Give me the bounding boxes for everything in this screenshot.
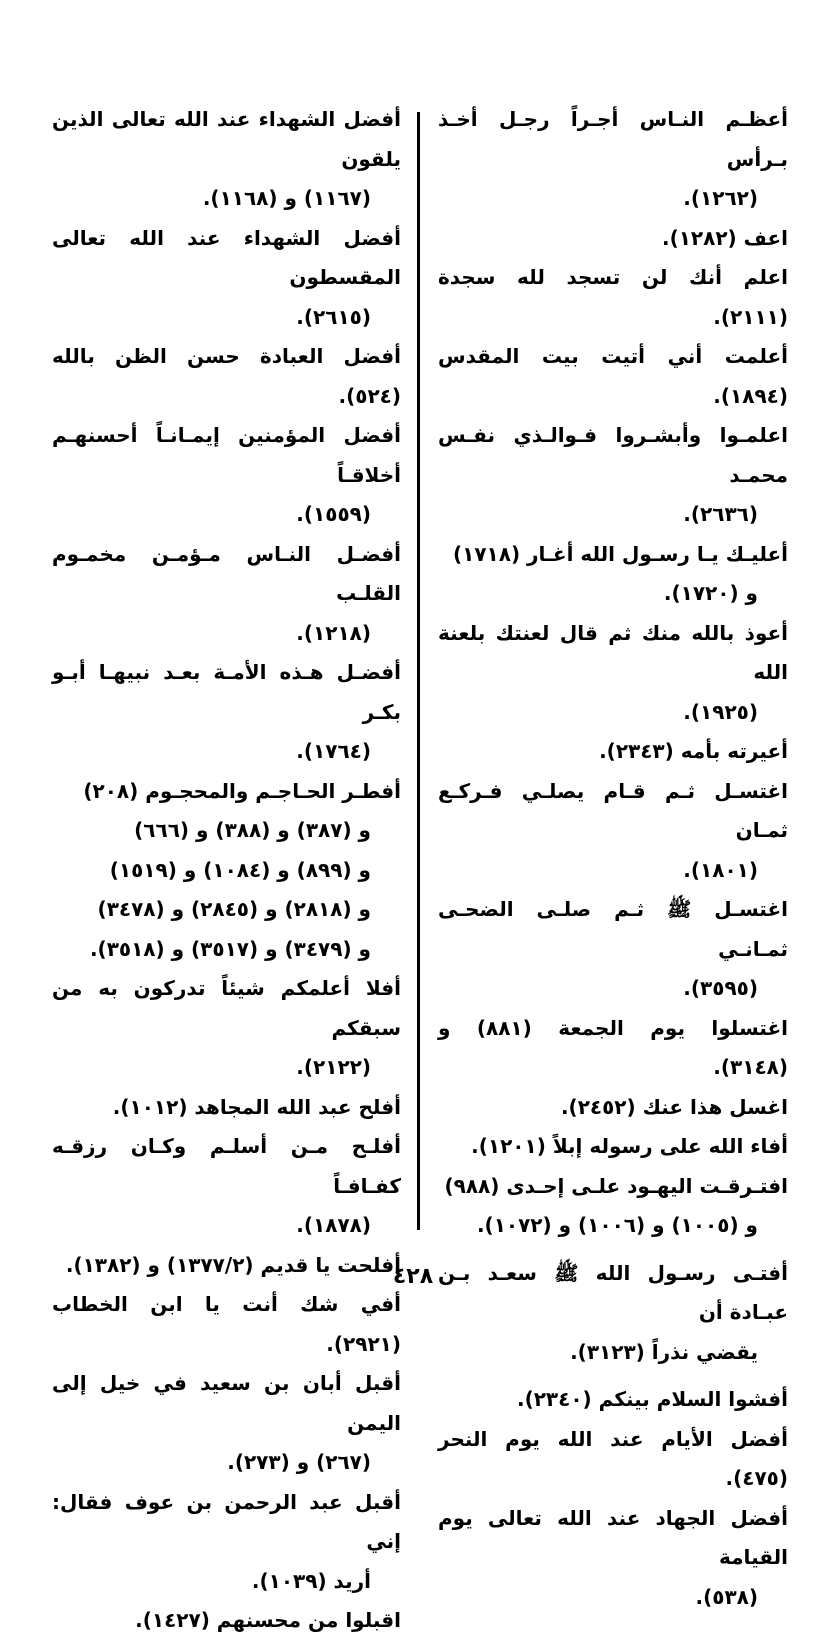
index-entry: أفضـل هـذه الأمـة بعـد نبيهـا أبـو بكـر (١٧٦٤). bbox=[52, 660, 401, 763]
index-entry: اغتسـل ثـم قـام يصلـي فـركـع ثمـان (١٨٠١). bbox=[438, 778, 788, 882]
index-entry: أفي شك أنت يا ابن الخطاب (٢٩٢١). bbox=[52, 1292, 401, 1356]
index-entry: اعف (١٢٨٢). bbox=[661, 225, 788, 250]
left-column bbox=[52, 100, 401, 1641]
index-entry: أفضل المؤمنين إيمـانـاً أحسنهـم أخلاقـاً (١٥٥٩). bbox=[52, 423, 401, 526]
index-entry: اعلمـوا وأبشـروا فـوالـذي نفـس محمـد (٢٦٣٦). bbox=[438, 423, 788, 526]
index-entry: أفضل الشهداء عند الله تعالى الذين يلقون (١١٦٧) و (١١٦٨). bbox=[52, 107, 401, 210]
index-entry: اغسل هذا عنك (٢٤٥٢). bbox=[560, 1094, 788, 1119]
index-entry: أفلحت يا قديم (١٣٧٧/٢) و (١٣٨٢). bbox=[65, 1252, 401, 1277]
index-entry: أعيرته بأمه (٢٣٤٣). bbox=[599, 739, 788, 763]
index-entry: أفضل العبادة حسن الظن بالله (٥٢٤). bbox=[52, 344, 401, 408]
index-entry: اغتسلوا يوم الجمعة (٨٨١) و (٣١٤٨). bbox=[438, 1015, 788, 1079]
index-entry: أقبل أبان بن سعيد في خيل إلى اليمن (٢٦٧) و (٢٧٣). bbox=[52, 1371, 401, 1474]
index-entry: أفشوا السلام بينكم (٢٣٤٠). bbox=[516, 1387, 788, 1411]
column-divider bbox=[417, 112, 420, 1230]
index-entry: اغتسـل ﷺ ثـم صلـى الضحـى ثمـانـي (٣٥٩٥). bbox=[438, 897, 788, 1000]
index-entry: أفلح عبد الله المجاهد (١٠١٢). bbox=[112, 1094, 401, 1119]
page-number: ٤٢٨ bbox=[392, 1264, 434, 1289]
index-entry: أفطـر الحـاجـم والمحجـوم (٢٠٨) و (٣٨٧) و (٣٨٨) و (٦٦٦) و (٨٩٩) و (١٠٨٤) و (١٥١٩) و (٢٨١٨) و (٢٨٤٥) و (٣٤٧٨) و (٣٤٧٩) و (٣٥١٧) و (٣٥١٨). bbox=[83, 778, 401, 961]
index-entry: أفضل الأيام عند الله يوم النحر (٤٧٥). bbox=[438, 1426, 788, 1490]
right-column bbox=[438, 100, 788, 1617]
index-entry: أفلـح مـن أسلـم وكـان رزقـه كفـافـاً (١٨٧٨). bbox=[52, 1134, 401, 1237]
index-entry: أقبل عبد الرحمن بن عوف فقال: إني أريد (١٠٣٩). bbox=[52, 1489, 401, 1593]
index-entry: أفلا أعلمكم شيئاً تدركون به من سبقكم (٢١٢٢). bbox=[52, 976, 401, 1079]
index-entry: أفاء الله على رسوله إبلاً (١٢٠١). bbox=[471, 1134, 788, 1158]
index-entry: افتـرقـت اليهـود علـى إحـدى (٩٨٨) و (١٠٠٥) و (١٠٠٦) و (١٠٧٢). bbox=[444, 1173, 788, 1237]
index-entry: أفضل الجهاد عند الله تعالى يوم القيامة (٥٣٨). bbox=[438, 1505, 788, 1609]
index-entry: أعوذ بالله منك ثم قال لعنتك بلعنة الله (١٩٢٥). bbox=[438, 620, 788, 724]
index-entry: أعظـم النـاس أجـراً رجـل أخـذ بـرأس (١٢٦٢). bbox=[438, 107, 788, 210]
index-entry: أعليـك يـا رسـول الله أغـار (١٧١٨) و (١٧٢٠). bbox=[452, 541, 788, 605]
index-entry: أعلمت أني أتيت بيت المقدس (١٨٩٤). bbox=[438, 344, 788, 408]
index-entry: أفضل الشهداء عند الله تعالى المقسطون (٢٦١٥). bbox=[52, 225, 401, 329]
index-entry: اقبلوا من محسنهم (١٤٢٧). bbox=[135, 1608, 401, 1632]
index-entry: اعلم أنك لن تسجد لله سجدة (٢١١١). bbox=[438, 265, 788, 329]
index-entry: أفضـل النـاس مـؤمـن مخمـوم القلـب (١٢١٨). bbox=[52, 541, 401, 645]
index-entry: أفتـى رسـول الله ﷺ سعـد بـن عبـادة أن يقضي نذراً (٣١٢٣). bbox=[438, 1260, 788, 1364]
